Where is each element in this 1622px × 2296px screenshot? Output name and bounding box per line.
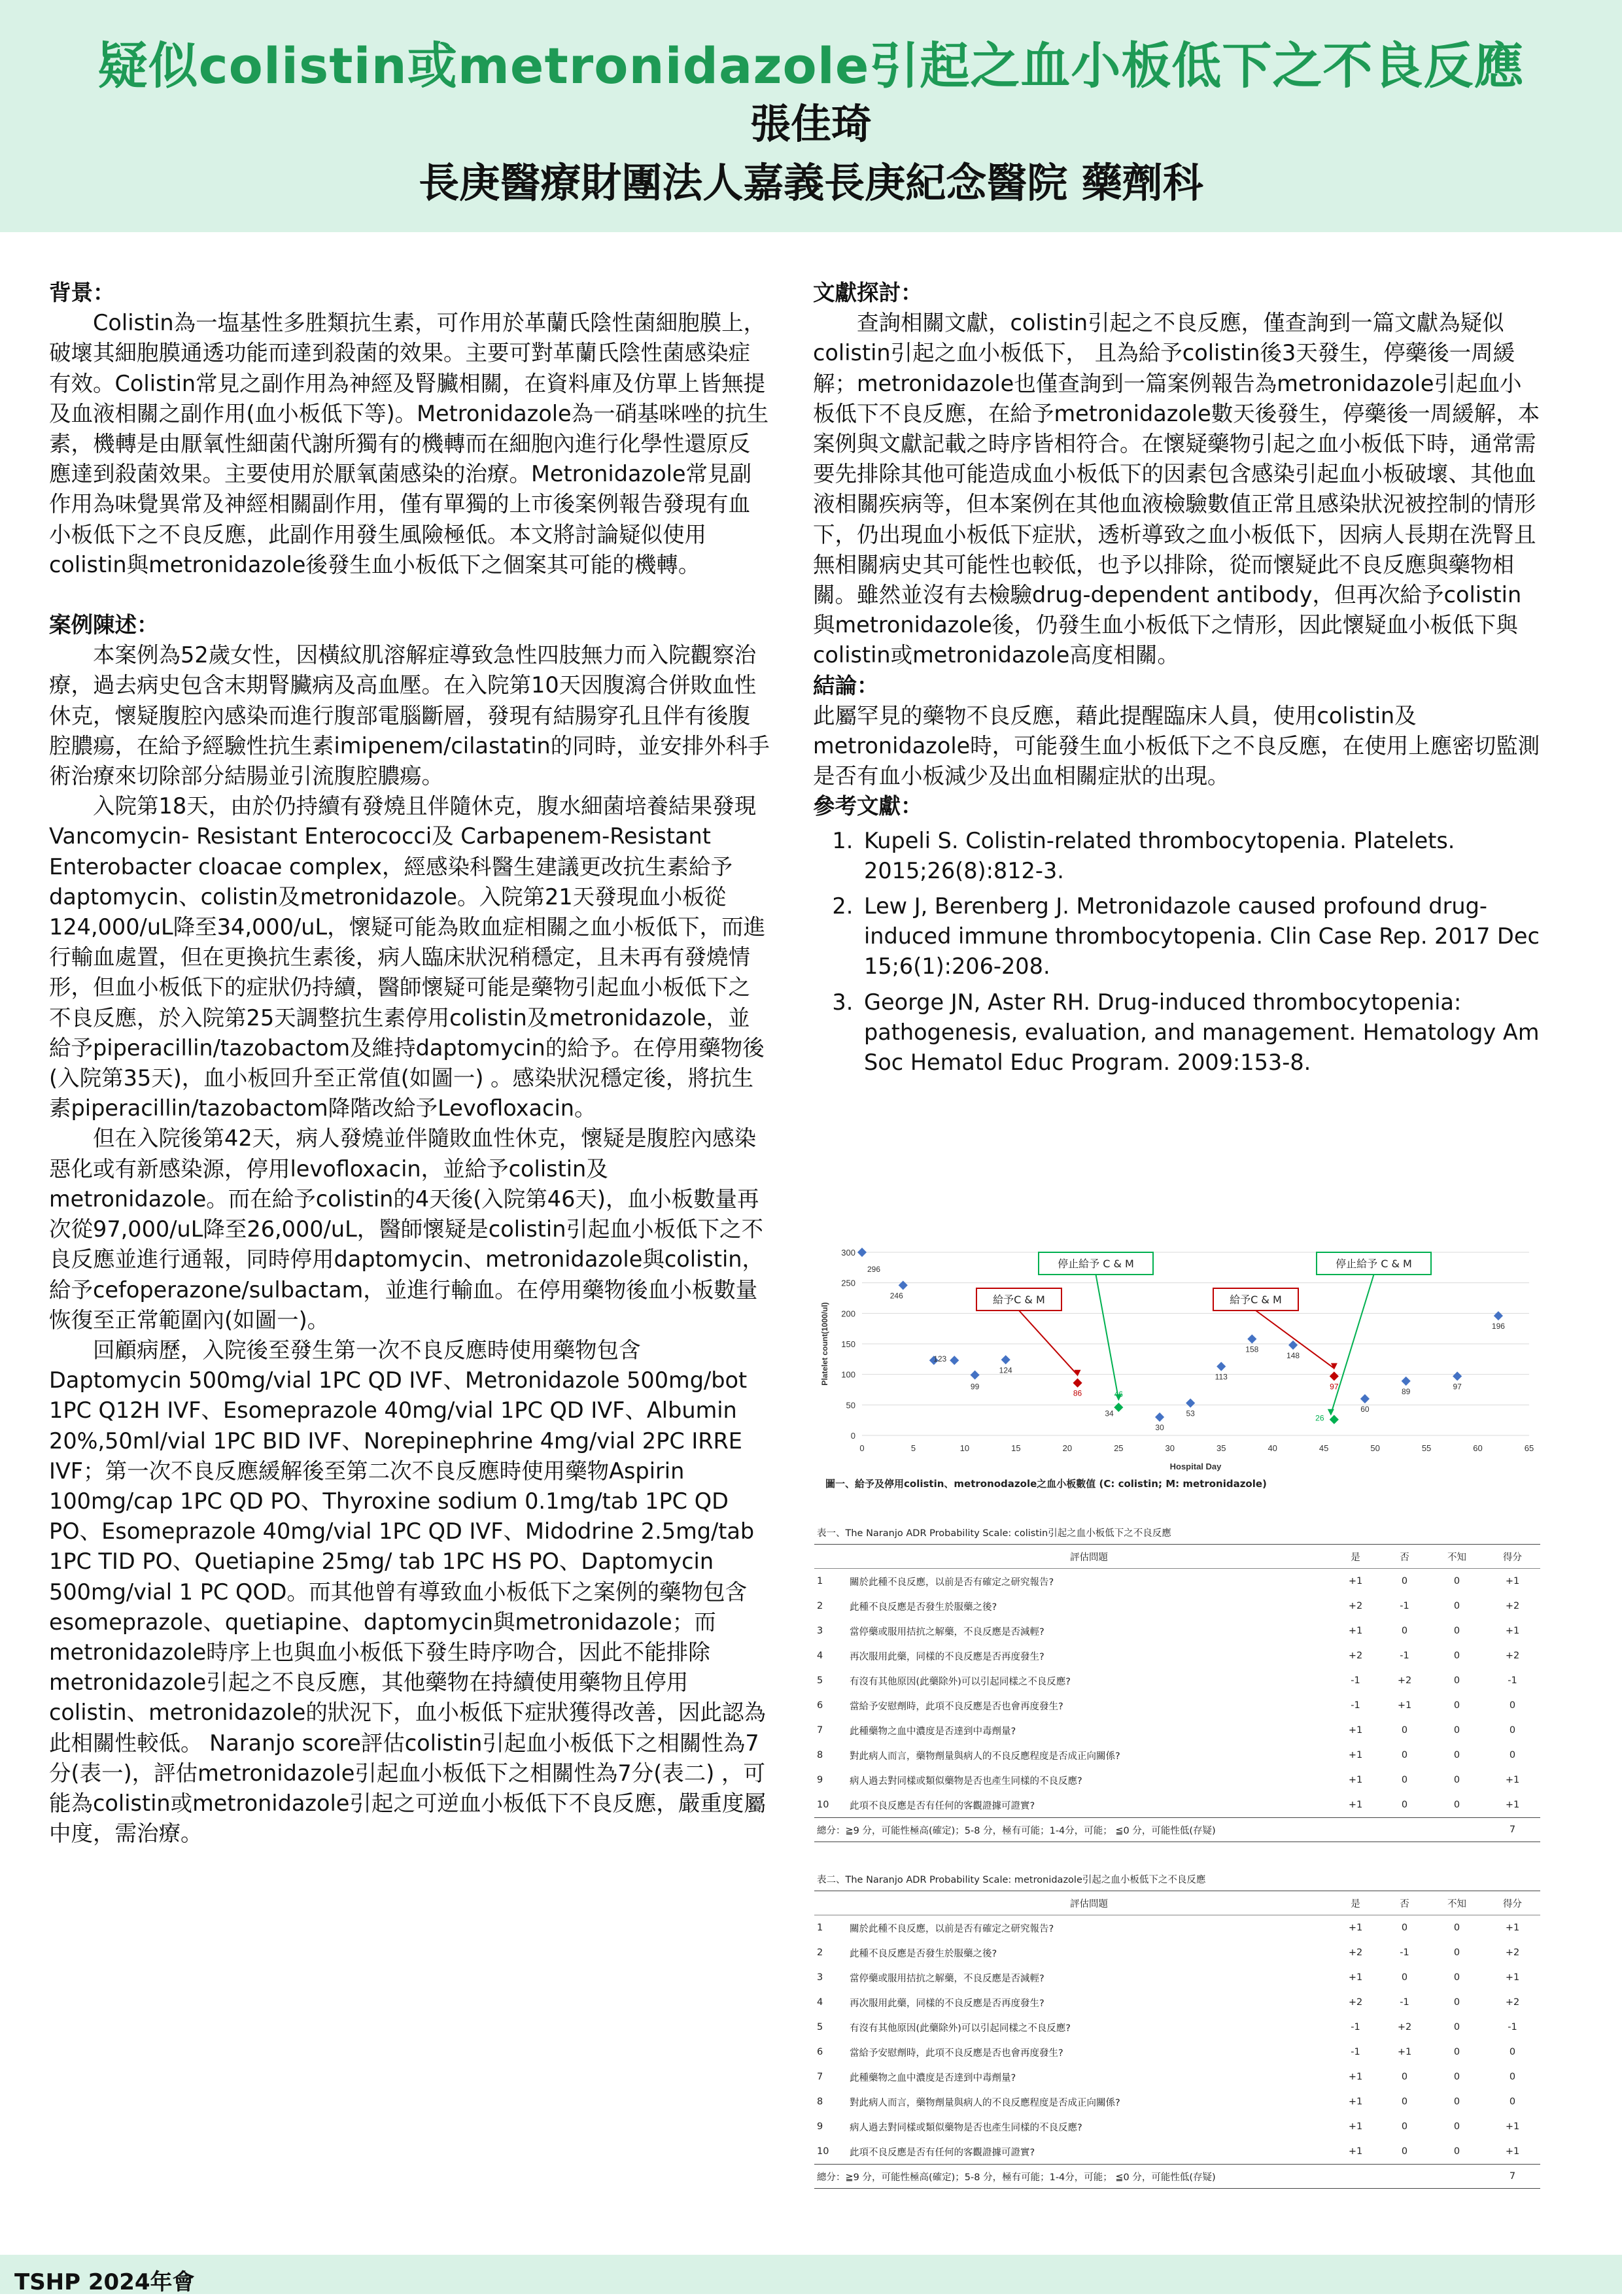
- score-cell: 0: [1453, 1700, 1460, 1711]
- question-cell: 當停藥或服用拮抗之解藥，不良反應是否減輕?: [850, 1626, 1044, 1637]
- score-cell: 8: [817, 1750, 823, 1760]
- score-cell: +1: [1505, 2121, 1520, 2132]
- score-cell: 8: [817, 2097, 823, 2107]
- x-axis-label: Hospital Day: [1169, 1462, 1222, 1471]
- score-cell: +1: [1505, 1800, 1520, 1810]
- score-cell: 0: [1453, 1651, 1460, 1661]
- table1-header-cell: 否: [1380, 1545, 1429, 1569]
- question-cell: 當給予安慰劑時，此項不良反應是否也會再度發生?: [850, 1701, 1063, 1712]
- score-cell: +1: [1505, 2146, 1520, 2157]
- table1-footer: 總分：≧9 分，可能性極高(確定)；5-8 分，極有可能；1-4分，可能； ≦0 分，可能性低(存疑): [814, 1818, 1485, 1842]
- data-point: [899, 1280, 908, 1290]
- table2-header-cell: 不知: [1429, 1891, 1485, 1915]
- table-row: [814, 1915, 1540, 1941]
- question-cell: 再次服用此藥，同樣的不良反應是否再度發生?: [850, 1651, 1044, 1662]
- score-cell: +1: [1397, 1700, 1412, 1711]
- data-label: 196: [1491, 1322, 1505, 1331]
- table-row: [814, 1965, 1540, 1990]
- score-cell: 3: [817, 1626, 823, 1636]
- arrowhead: [1328, 1409, 1334, 1416]
- table-row: [814, 2065, 1540, 2089]
- table2-header-cell: 是: [1331, 1891, 1380, 1915]
- score-cell: -1: [1351, 2022, 1360, 2032]
- reference-item: 3. George JN, Aster RH. Drug-induced thrombocytopenia: pathogenesis, evaluation, and management. Hematology Am Soc Hematol Educ Program. 2009:153-8.: [860, 987, 1542, 1078]
- reference-item: 2. Lew J, Berenberg J. Metronidazole caused profound drug-induced immune thrombocytopenia. Clin Case Rep. 2017 Dec 15;6(1):206-208.: [860, 891, 1542, 982]
- score-cell: 10: [817, 1800, 829, 1810]
- y-tick-label: 250: [841, 1278, 855, 1288]
- annotation-label: 給予C & M: [993, 1294, 1045, 1306]
- data-point: [1216, 1362, 1226, 1371]
- data-label: 26: [1315, 1413, 1324, 1423]
- data-label: 97: [1330, 1382, 1339, 1392]
- score-cell: +1: [1505, 1576, 1520, 1586]
- score-cell: 9: [817, 1775, 823, 1785]
- data-point: [1330, 1415, 1339, 1424]
- score-cell: 0: [1401, 2097, 1408, 2107]
- table2-header-cell: 評估問題: [847, 1891, 1331, 1915]
- x-tick-label: 30: [1165, 1443, 1175, 1453]
- table2-caption: 表二、The Naranjo ADR Probability Scale: metronidazole引起之血小板低下之不良反應: [814, 1867, 1540, 1891]
- data-label: 158: [1245, 1345, 1259, 1354]
- x-tick-label: 20: [1062, 1443, 1073, 1453]
- table1-body: [814, 1569, 1540, 1818]
- score-cell: 0: [1453, 1923, 1460, 1933]
- score-cell: +1: [1348, 1750, 1363, 1760]
- case-heading: 案例陳述：: [49, 612, 159, 638]
- score-cell: +1: [1348, 2121, 1363, 2132]
- score-cell: 0: [1453, 1800, 1460, 1810]
- question-cell: 此種藥物之血中濃度是否達到中毒劑量?: [850, 1726, 1016, 1737]
- y-axis-label: Platelet count(1000/ul): [820, 1302, 829, 1386]
- x-tick-label: 50: [1370, 1443, 1380, 1453]
- score-cell: 5: [817, 2022, 823, 2032]
- table1-header-cell: [814, 1545, 847, 1569]
- case-paragraph-1: 本案例為52歲女性，因橫紋肌溶解症導致急性四肢無力而入院觀察治療，過去病史包含末期腎臟病及高血壓。在入院第10天因腹瀉合併敗血性休克，懷疑腹腔內感染而進行腹部電腦斷層，發現有結腸穿孔且伴有後腹腔膿瘍，在給予經驗性抗生素imipenem/cilastatin的同時，並安排外科手術治療來切除部分結腸並引流腹腔膿瘍。: [49, 642, 770, 789]
- poster-footer: [0, 2255, 1622, 2294]
- score-cell: 0: [1453, 2047, 1460, 2057]
- score-cell: +2: [1505, 1601, 1520, 1611]
- annotation-arrow: [1019, 1311, 1078, 1375]
- score-cell: 0: [1401, 1725, 1408, 1736]
- score-cell: +1: [1505, 1626, 1520, 1636]
- question-cell: 病人過去對同樣或類似藥物是否也產生同樣的不良反應?: [850, 2122, 1082, 2133]
- table2-footer: 總分：≧9 分，可能性極高(確定)；5-8 分，極有可能；1-4分，可能； ≦0 分，可能性低(存疑): [814, 2165, 1485, 2189]
- score-cell: +2: [1505, 1997, 1520, 2008]
- score-cell: 1: [817, 1923, 823, 1933]
- score-cell: 0: [1401, 1576, 1408, 1586]
- poster-title: 疑似colistin或metronidazole引起之血小板低下之不良反應: [97, 37, 1525, 95]
- score-cell: 0: [1453, 1750, 1460, 1760]
- question-cell: 再次服用此藥，同樣的不良反應是否再度發生?: [850, 1998, 1044, 2009]
- score-cell: -1: [1400, 1997, 1409, 2008]
- score-cell: 10: [817, 2146, 829, 2157]
- score-cell: 0: [1401, 2072, 1408, 2082]
- table1-caption: 表一、The Naranjo ADR Probability Scale: colistin引起之血小板低下之不良反應: [814, 1520, 1540, 1545]
- annotation-label: 停止給予 C & M: [1336, 1258, 1412, 1270]
- case-paragraph-4: 回顧病歷，入院後至發生第一次不良反應時使用藥物包含Daptomycin 500mg/vial 1PC QD IVF、Metronidazole 500mg/bot 1PC Q12H IVF、Esomeprazole 40mg/vial 1PC QD IVF、Albumin 20%,50ml/vial 1PC BID IVF、Norepinephrine 4mg/vial 2PC IRRE IVF；第一次不良反應緩解後至第二次不良反應時使用藥物Aspirin 100mg/cap 1PC QD PO、Thyroxine sodium 0.1mg/tab 1PC QD PO、Esomeprazole 40mg/vial 1PC QD IVF、Midodrine 2.5mg/tab 1PC TID PO、Quetiapine 25mg/ tab 1PC HS PO、Daptomycin 500mg/vial 1 PC QOD。而其他曾有導致血小板低下之案例的藥物包含esomeprazole、quetiapine、daptomycin與metronidazole；而metronidazole時序上也與血小板低下發生時序吻合，因此不能排除metronidazole引起之不良反應，其他藥物在持續使用藥物且停用colistin、metronidazole的狀況下，血小板低下症狀獲得改善，因此認為此相關性較低。 Naranjo score評估colistin引起血小板低下之相關性為7分(表一)，評估metronidazole引起血小板低下之相關性為7分(表二) ，可能為colistin或metronidazole引起之可逆血小板低下不良反應，嚴重度屬中度，需治療。: [49, 1337, 766, 1847]
- x-tick-label: 60: [1473, 1443, 1483, 1453]
- author-name: 張佳琦: [750, 100, 872, 148]
- score-cell: -1: [1351, 2047, 1360, 2057]
- data-point: [1001, 1355, 1010, 1364]
- table1-header-cell: 是: [1331, 1545, 1380, 1569]
- data-label: 296: [867, 1265, 881, 1274]
- question-cell: 病人過去對同樣或類似藥物是否也產生同樣的不良反應?: [850, 1775, 1082, 1787]
- data-point: [1073, 1379, 1082, 1388]
- table2-body: [814, 1915, 1540, 2165]
- score-cell: 0: [1453, 1675, 1460, 1686]
- score-cell: 0: [1509, 1725, 1516, 1736]
- data-label: 89: [1402, 1386, 1411, 1396]
- case-paragraph-3: 但在入院後第42天，病人發燒並伴隨敗血性休克，懷疑是腹腔內感染惡化或有新感染源，停用levofloxacin，並給予colistin及metronidazole。而在給予colistin的4天後(入院第46天)，血小板數量再次從97,000/uL降至26,000/uL，醫師懷疑是colistin引起血小板低下之不良反應並進行通報，同時停用daptomycin、metronidazole與colistin，給予cefoperazone/sulbactam，並進行輸血。在停用藥物後血小板數量恢復至正常範圍內(如圖一)。: [49, 1125, 765, 1333]
- right-column: [813, 278, 1542, 1083]
- score-cell: +1: [1505, 1775, 1520, 1785]
- reference-list: [813, 826, 1542, 1078]
- data-label: 148: [1286, 1350, 1300, 1360]
- data-point: [1155, 1413, 1164, 1422]
- score-cell: +1: [1397, 2047, 1412, 2057]
- data-point: [1288, 1341, 1298, 1350]
- score-cell: 0: [1401, 2121, 1408, 2132]
- score-cell: 0: [1401, 1923, 1408, 1933]
- platelet-chart: [813, 1236, 1545, 1504]
- score-cell: +2: [1505, 1651, 1520, 1661]
- data-point: [1186, 1398, 1195, 1407]
- score-cell: +1: [1348, 2097, 1363, 2107]
- score-cell: 9: [817, 2121, 823, 2132]
- score-cell: +1: [1505, 1972, 1520, 1983]
- x-tick-label: 5: [910, 1443, 916, 1453]
- score-cell: +1: [1348, 1972, 1363, 1983]
- table-row: [814, 1940, 1540, 1965]
- poster-header: [0, 0, 1622, 232]
- score-cell: 0: [1453, 2097, 1460, 2107]
- data-label: 60: [1360, 1405, 1370, 1414]
- y-tick-label: 300: [841, 1248, 855, 1258]
- table-row: [814, 1569, 1540, 1594]
- data-point: [1330, 1371, 1339, 1380]
- data-label: 113: [1215, 1372, 1228, 1382]
- score-cell: +2: [1348, 1601, 1363, 1611]
- question-cell: 當停藥或服用拮抗之解藥，不良反應是否減輕?: [850, 1973, 1044, 1984]
- case-paragraph-2: 入院第18天，由於仍持續有發燒且伴隨休克，腹水細菌培養結果發現Vancomycin- Resistant Enterococci及 Carbapenem-Resistant Enterobacter cloacae complex，經感染科醫生建議更改抗生素給予daptomycin、colistin及metronidazole。入院第21天發現血小板從124,000/uL降至34,000/uL，懷疑可能為敗血症相關之血小板低下，而進行輸血處置，但在更換抗生素後，病人臨床狀況稍穩定，且未再有發燒情形，但血小板低下的症狀仍持續，醫師懷疑可能是藥物引起血小板低下之不良反應，於入院第25天調整抗生素停用colistin及metronidazole，並給予piperacillin/tazobactom及維持daptomycin的給予。在停用藥物後(入院第35天)，血小板回升至正常值(如圖一) 。感染狀況穩定後，將抗生素piperacillin/tazobactom降階改給予Levofloxacin。: [49, 793, 766, 1122]
- table1-total: 7: [1485, 1818, 1540, 1842]
- data-label: 123: [933, 1354, 947, 1364]
- question-cell: 此種不良反應是否發生於服藥之後?: [850, 1948, 997, 1959]
- score-cell: -1: [1400, 1601, 1409, 1611]
- y-tick-label: 100: [841, 1369, 855, 1380]
- y-tick-label: 0: [850, 1431, 855, 1441]
- score-cell: -1: [1351, 1675, 1360, 1686]
- score-cell: +2: [1348, 1651, 1363, 1661]
- score-cell: +1: [1348, 1576, 1363, 1586]
- conclusion-text: 此屬罕見的藥物不良反應，藉此提醒臨床人員，使用colistin及metronidazole時，可能發生血小板低下之不良反應，在使用上應密切監測是否有血小板減少及出血相關症狀的出現。: [813, 702, 1540, 789]
- score-cell: +2: [1397, 2022, 1412, 2032]
- question-cell: 當給予安慰劑時，此項不良反應是否也會再度發生?: [850, 2048, 1063, 2059]
- table-row: [814, 2015, 1540, 2040]
- reference-item: 1. Kupeli S. Colistin-related thrombocytopenia. Platelets. 2015;26(8):812-3.: [860, 826, 1542, 886]
- score-cell: 0: [1509, 2047, 1516, 2057]
- score-cell: 0: [1401, 2146, 1408, 2157]
- table-row: [814, 1668, 1540, 1693]
- table-row: [814, 1743, 1540, 1768]
- table-row: [814, 1768, 1540, 1792]
- x-tick-label: 65: [1524, 1443, 1534, 1453]
- score-cell: 1: [817, 1576, 823, 1586]
- score-cell: 2: [817, 1601, 823, 1611]
- table-row: [814, 2139, 1540, 2165]
- score-cell: 0: [1401, 1800, 1408, 1810]
- table-row: [814, 1594, 1540, 1619]
- question-cell: 此項不良反應是否有任何的客觀證據可證實?: [850, 2147, 1035, 2158]
- table-row: [814, 2114, 1540, 2139]
- data-label: 246: [889, 1291, 903, 1301]
- data-label: 97: [1453, 1382, 1462, 1392]
- background-heading: 背景：: [49, 280, 115, 305]
- score-cell: 0: [1453, 1626, 1460, 1636]
- data-label: 124: [999, 1365, 1012, 1375]
- score-cell: 4: [817, 1651, 823, 1661]
- table-row: [814, 1693, 1540, 1718]
- table2-header-cell: 否: [1380, 1891, 1429, 1915]
- affiliation: 長庚醫療財團法人嘉義長庚紀念醫院 藥劑科: [419, 159, 1203, 207]
- y-tick-label: 150: [841, 1339, 855, 1349]
- figure-caption: 圖一、給予及停用colistin、metronodazole之血小板數值 (C: colistin; M: metronidazole): [825, 1478, 1267, 1490]
- score-cell: 7: [817, 2072, 823, 2082]
- question-cell: 關於此種不良反應，以前是否有確定之研究報告?: [850, 1923, 1054, 1934]
- naranjo-table-colistin: [814, 1520, 1540, 1842]
- annotation-arrow: [1331, 1275, 1374, 1414]
- score-cell: 3: [817, 1972, 823, 1983]
- score-cell: 0: [1453, 1576, 1460, 1586]
- score-cell: 6: [817, 1700, 823, 1711]
- question-cell: 有沒有其他原因(此藥除外)可以引起同樣之不良反應?: [850, 2023, 1071, 2034]
- score-cell: 0: [1509, 1700, 1516, 1711]
- table2-total: 7: [1485, 2165, 1540, 2189]
- data-point: [857, 1248, 867, 1257]
- table-row: [814, 2040, 1540, 2065]
- table1-header-cell: 評估問題: [847, 1545, 1331, 1569]
- score-cell: 0: [1453, 2146, 1460, 2157]
- data-label: 86: [1073, 1388, 1082, 1398]
- score-cell: +1: [1348, 2146, 1363, 2157]
- y-tick-label: 200: [841, 1309, 855, 1319]
- table-row: [814, 1619, 1540, 1643]
- score-cell: -1: [1508, 2022, 1517, 2032]
- question-cell: 關於此種不良反應，以前是否有確定之研究報告?: [850, 1577, 1054, 1588]
- score-cell: +1: [1348, 1775, 1363, 1785]
- score-cell: -1: [1508, 1675, 1517, 1686]
- table2-header-cell: 得分: [1485, 1891, 1540, 1915]
- score-cell: -1: [1400, 1651, 1409, 1661]
- score-cell: 0: [1401, 1626, 1408, 1636]
- score-cell: +2: [1505, 1947, 1520, 1958]
- score-cell: 0: [1453, 1601, 1460, 1611]
- table-row: [814, 1718, 1540, 1743]
- score-cell: 0: [1453, 1997, 1460, 2008]
- y-tick-label: 50: [846, 1400, 855, 1411]
- naranjo-table-metronidazole: [814, 1867, 1540, 2189]
- conclusion-heading: 結論：: [813, 672, 879, 698]
- question-cell: 此項不良反應是否有任何的客觀證據可證實?: [850, 1800, 1035, 1811]
- score-cell: 5: [817, 1675, 823, 1686]
- score-cell: 0: [1453, 1725, 1460, 1736]
- data-point: [971, 1371, 980, 1380]
- table-row: [814, 1643, 1540, 1668]
- data-label: 46: [1114, 1390, 1123, 1399]
- question-cell: 對此病人而言，藥物劑量與病人的不良反應程度是否成正向關係?: [850, 2097, 1120, 2108]
- score-cell: 0: [1453, 2022, 1460, 2032]
- data-label: 30: [1155, 1423, 1164, 1432]
- table-row: [814, 1792, 1540, 1818]
- score-cell: +1: [1348, 1923, 1363, 1933]
- background-text: Colistin為一塩基性多胜類抗生素，可作用於革蘭氏陰性菌細胞膜上，破壞其細胞膜通透功能而達到殺菌的效果。主要可對革蘭氏陰性菌感染症有效。Colistin常見之副作用為神經及腎臟相關，在資料庫及仿單上皆無提及血液相關之副作用(血小板低下等)。Metronidazole為一硝基咪唑的抗生素，機轉是由厭氧性細菌代謝所獨有的機轉而在細胞內進行化學性還原反應達到殺菌效果。主要使用於厭氧菌感染的治療。Metronidazole常見副作用為味覺異常及神經相關副作用，僅有單獨的上市後案例報告發現有血小板低下之不良反應，此副作用發生風險極低。本文將討論疑似使用colistin與metronidazole後發生血小板低下之個案其可能的機轉。: [49, 310, 769, 577]
- data-point: [1494, 1311, 1503, 1320]
- score-cell: 0: [1453, 1775, 1460, 1785]
- x-tick-label: 40: [1268, 1443, 1277, 1453]
- x-tick-label: 45: [1319, 1443, 1329, 1453]
- table-row: [814, 2089, 1540, 2114]
- x-tick-label: 10: [959, 1443, 970, 1453]
- score-cell: 7: [817, 1725, 823, 1736]
- question-cell: 此種不良反應是否發生於服藥之後?: [850, 1602, 997, 1613]
- score-cell: 0: [1401, 1775, 1408, 1785]
- x-tick-label: 0: [859, 1443, 865, 1453]
- table1-header-cell: 得分: [1485, 1545, 1540, 1569]
- score-cell: 0: [1509, 2072, 1516, 2082]
- question-cell: 對此病人而言，藥物劑量與病人的不良反應程度是否成正向關係?: [850, 1751, 1120, 1762]
- score-cell: 0: [1401, 1750, 1408, 1760]
- score-cell: 6: [817, 2047, 823, 2057]
- x-tick-label: 55: [1421, 1443, 1432, 1453]
- literature-text: 查詢相關文獻，colistin引起之不良反應，僅查詢到一篇文獻為疑似colistin引起之血小板低下， 且為給予colistin後3天發生，停藥後一周緩解；metronidazole也僅查詢到一篇案例報告為metronidazole引起血小板低下不良反應，在給予metronidazole數天後發生，停藥後一周緩解，本案例與文獻記載之時序皆相符合。在懷疑藥物引起之血小板低下時，通常需要先排除其他可能造成血小板低下的因素包含感染引起血小板破壞、其他血液相關疾病等，但本案例在其他血液檢驗數值正常且感染狀況被控制的情形下，仍出現血小板低下症狀，透析導致之血小板低下，因病人長期在洗腎且無相關病史其可能性也較低，也予以排除，從而懷疑此不良反應與藥物相關。雖然並沒有去檢驗drug-dependent antibody，但再次給予colistin與metronidazole後，仍發生血小板低下之情形，因此懷疑血小板低下與colistin或metronidazole高度相關。: [813, 310, 1540, 668]
- table-row: [814, 1990, 1540, 2015]
- data-point: [1247, 1334, 1256, 1343]
- score-cell: -1: [1351, 1700, 1360, 1711]
- data-label: 99: [970, 1382, 980, 1392]
- score-cell: 0: [1453, 1972, 1460, 1983]
- x-tick-label: 25: [1114, 1443, 1124, 1453]
- score-cell: 0: [1509, 2097, 1516, 2107]
- literature-heading: 文獻探討：: [813, 280, 923, 305]
- x-tick-label: 35: [1216, 1443, 1226, 1453]
- annotation-arrow: [1096, 1275, 1119, 1399]
- x-tick-label: 15: [1011, 1443, 1021, 1453]
- annotation-label: 停止給予 C & M: [1058, 1258, 1134, 1270]
- table2-header-cell: [814, 1891, 847, 1915]
- annotation-label: 給予C & M: [1230, 1294, 1282, 1306]
- data-label: 34: [1105, 1409, 1114, 1418]
- data-point: [1114, 1403, 1123, 1412]
- score-cell: 0: [1401, 1972, 1408, 1983]
- data-point: [1360, 1394, 1370, 1403]
- score-cell: -1: [1400, 1947, 1409, 1958]
- score-cell: 0: [1453, 1947, 1460, 1958]
- score-cell: 0: [1509, 1750, 1516, 1760]
- score-cell: +1: [1505, 1923, 1520, 1933]
- left-column: [49, 278, 772, 1849]
- score-cell: 0: [1453, 2121, 1460, 2132]
- data-point: [1402, 1377, 1411, 1386]
- question-cell: 此種藥物之血中濃度是否達到中毒劑量?: [850, 2072, 1016, 2083]
- score-cell: +2: [1348, 1997, 1363, 2008]
- score-cell: +1: [1348, 1725, 1363, 1736]
- score-cell: +1: [1348, 1800, 1363, 1810]
- conference-name: TSHP 2024年會: [14, 2269, 195, 2295]
- references-heading: 參考文獻：: [813, 793, 923, 819]
- data-point: [950, 1356, 959, 1365]
- score-cell: 4: [817, 1997, 823, 2008]
- score-cell: 0: [1453, 2072, 1460, 2082]
- score-cell: +1: [1348, 1626, 1363, 1636]
- question-cell: 有沒有其他原因(此藥除外)可以引起同樣之不良反應?: [850, 1676, 1071, 1687]
- data-label: 53: [1186, 1409, 1195, 1418]
- data-point: [1453, 1371, 1462, 1380]
- score-cell: +2: [1348, 1947, 1363, 1958]
- table1-header-cell: 不知: [1429, 1545, 1485, 1569]
- score-cell: 2: [817, 1947, 823, 1958]
- score-cell: +2: [1397, 1675, 1412, 1686]
- score-cell: +1: [1348, 2072, 1363, 2082]
